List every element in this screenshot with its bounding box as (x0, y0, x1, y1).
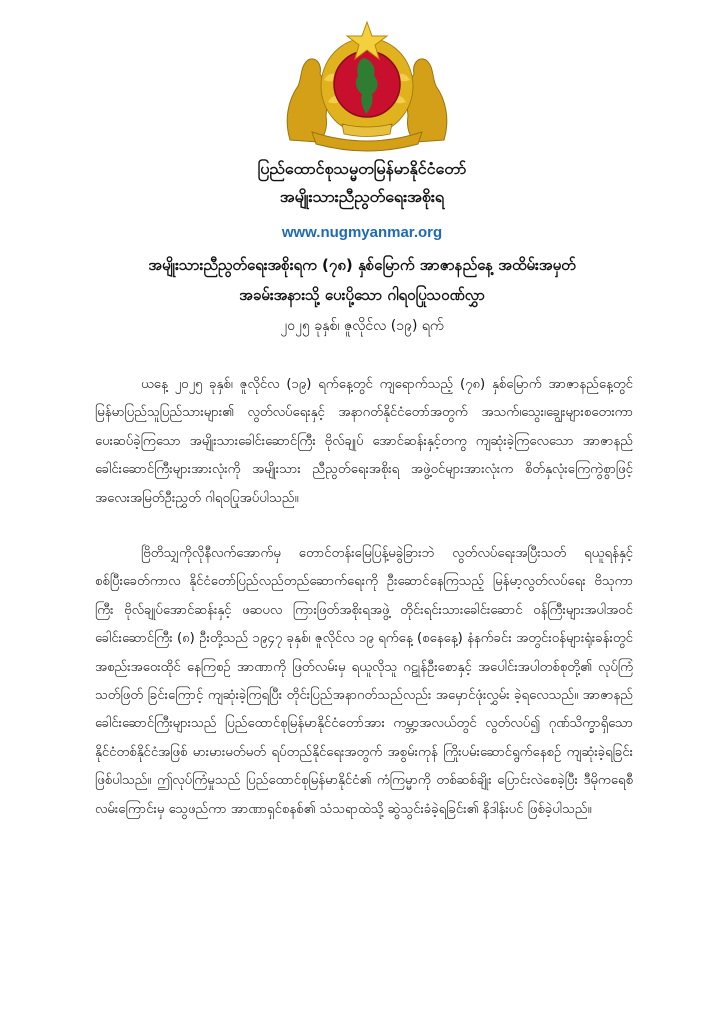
org-name: ပြည်ထောင်စုသမ္မတမြန်မာနိုင်ငံတော် (257, 159, 467, 178)
document-title-line2: အခမ်းအနားသို့ ပေးပို့သော ဂါရဝပြုသဝဏ်လွှာ (239, 286, 485, 304)
document-title-line1: အမျိုးသားညီညွတ်ရေးအစိုးရက (၇၈) နှစ်မြောက် အာဇာနည်နေ့ အထိမ်းအမှတ် (148, 256, 576, 274)
body-paragraph: ဗြိတိသျှကိုလိုနီလက်အောက်မှ တောင်တန်းမြေပြန့်မခွဲခြားဘဲ လွတ်လပ်ရေးအပြီးသတ် ရယူရန်နှင့် စစ်ပြီးခေတ်ကာလ နိုင်ငံတော်ပြည်လည်တည်ဆောက်ရေးကို ဦးဆောင်နေကြသည့် မြန်မာ့လွတ်လပ်ရေး ဗိသုကာကြီး ဗိုလ်ချုပ်အောင်ဆန်းနှင့် ဖဆပလ ကြားဖြတ်အစိုးရအဖွဲ့ တိုင်းရင်းသားခေါင်းဆောင် ဝန်ကြီးများအပါအဝင် ခေါင်းဆောင်ကြီး (၈) ဦးတို့သည် ၁၉၄၇ ခုနှစ်၊ ဇူလိုင်လ ၁၉ ရက်နေ့ (စနေနေ့) နံနက်ခင်း အတွင်းဝန်များရုံးခန်းတွင် အစည်းအဝေးထိုင် နေကြစဉ် အာဏာကို ဖြတ်လမ်းမှ ရယူလိုသူ ဂဠုန်ဦးစောနှင့် အပေါင်းအပါတစ်စုတို့၏ လုပ်ကြံသတ်ဖြတ် ခြင်းကြောင့် ကျဆုံးခဲ့ကြရပြီး တိုင်းပြည်အနာဂတ်သည်လည်း အမှောင်ဖုံးလွှမ်း ခဲ့ရလေသည်။ အာဇာနည်ခေါင်းဆောင်ကြီးများသည် ပြည်ထောင်စုမြန်မာနိုင်ငံတော်အား ကမ္ဘာ့အလယ်တွင် လွတ်လပ်၍ ဂုဏ်သိက္ခာရှိသော နိုင်ငံတစ်နိုင်ငံအဖြစ် မားမားမတ်မတ် ရပ်တည်နိုင်ရေးအတွက် အစွမ်းကုန် ကြိုးပမ်းဆောင်ရွက်နေစဉ် ကျဆုံးခဲ့ရခြင်း ဖြစ်ပါသည်။ ဤလုပ်ကြံမှုသည် ပြည်ထောင်စုမြန်မာနိုင်ငံ၏ ကံကြမ္မာကို တစ်ဆစ်ချိုး ပြောင်းလဲစေခဲ့ပြီး ဒီမိုကရေစီ လမ်းကြောင်းမှ သွေဖည်ကာ အာဏာရှင်စနစ်၏ သံသရာထဲသို့ ဆွဲသွင်းခံခဲ့ရခြင်း၏ နိဒါန်းပင် ဖြစ်ခဲ့ပါသည်။ (95, 546, 633, 817)
department-name: အမျိုးသားညီညွတ်ရေးအစိုးရ (279, 187, 445, 206)
body-paragraph: ယနေ့ ၂၀၂၅ ခုနှစ်၊ ဇူလိုင်လ (၁၉) ရက်နေ့တွင် ကျရောက်သည့် (၇၈) နှစ်မြောက် အာဇာနည်နေ့တွင် မြန်မာပြည်သူပြည်သားများ၏ လွတ်လပ်ရေးနှင့် အနာဂတ်နိုင်ငံတော်အတွက် အသက်၊သွေး၊ချွေးများစတေးကာ ပေးဆပ်ခဲ့ကြသော အမျိုးသားခေါင်းဆောင်ကြီး ဗိုလ်ချုပ် အောင်ဆန်းနှင့်တကွ ကျဆုံးခဲ့ကြလေသော အာဇာနည်ခေါင်းဆောင်ကြီးများအားလုံးကို အမျိုးသား ညီညွတ်ရေးအစိုးရ အဖွဲ့ဝင်များအားလုံးက စိတ်နှလုံးကြေကွဲစွာဖြင့် အလေးအမြတ်ဦးညွှတ် ဂါရဝပြုအပ်ပါသည်။ (95, 377, 633, 506)
state-emblem-icon (282, 20, 452, 152)
website-link[interactable]: www.nugmyanmar.org (281, 224, 443, 241)
document-date: ၂၀၂၅ ခုနှစ်၊ ဇူလိုင်လ (၁၉) ရက် (280, 318, 444, 334)
